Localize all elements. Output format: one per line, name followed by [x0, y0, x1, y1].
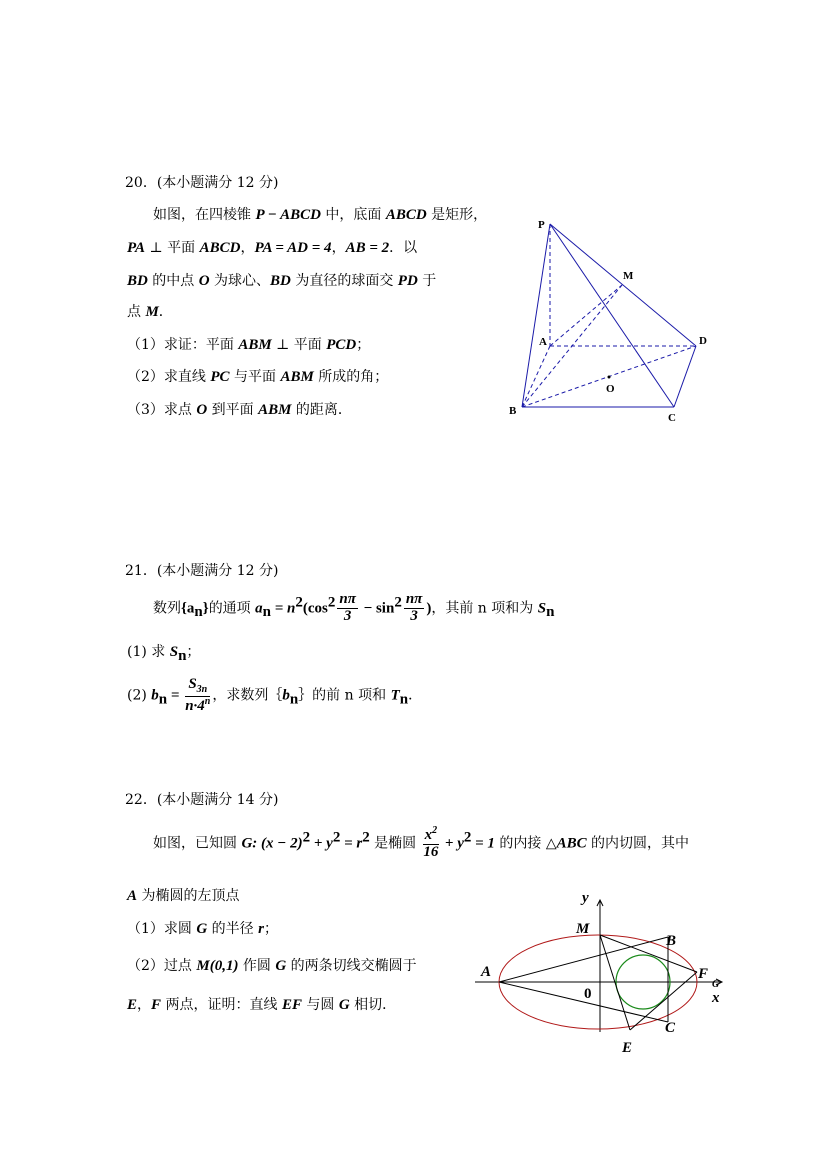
text: ， [137, 997, 152, 1013]
math: PA [127, 240, 146, 256]
text: 的两条切线交椭圆于 [286, 958, 417, 974]
q20-part1 [127, 338, 370, 353]
subscript: n [194, 604, 203, 621]
label-d: D [699, 335, 707, 347]
subscript: n [399, 691, 409, 708]
pyramid-figure [500, 210, 720, 430]
label-g: G [712, 979, 720, 990]
text: ．以 [389, 240, 418, 256]
ellipse-figure [470, 885, 735, 1060]
math: T [390, 687, 400, 704]
label-origin: 0 [584, 986, 592, 1002]
edge-ab [499, 937, 668, 982]
math: {a [181, 600, 195, 617]
q20-line2 [127, 241, 417, 256]
math: G [241, 835, 253, 852]
math: b [151, 687, 159, 704]
label-p: P [538, 219, 545, 231]
text: 是矩形， [426, 207, 488, 223]
math: O [196, 402, 208, 418]
text: 数列 [153, 600, 181, 617]
text: 的内切圆，其中 [586, 835, 690, 852]
math: PC [210, 369, 230, 385]
math: G [196, 921, 208, 937]
text: 所成的角； [313, 369, 389, 385]
edge-pb [522, 224, 550, 407]
fraction [337, 592, 358, 625]
text: 相切． [349, 997, 397, 1013]
q20-line1 [153, 208, 487, 223]
text: （3）求点 [127, 402, 197, 418]
label-m: M [576, 921, 590, 937]
fraction [404, 592, 425, 625]
math: = n [270, 600, 296, 617]
math: ABC [556, 835, 587, 852]
edge-cd [674, 346, 696, 407]
text: 作圆 [238, 958, 276, 974]
text: 于 [417, 273, 437, 289]
text: （1）求证：平面 [127, 337, 239, 353]
subscript: n [262, 604, 271, 621]
superscript: 2 [327, 594, 336, 611]
q20-line4 [127, 305, 173, 320]
math: S [537, 600, 547, 617]
text: （2）过点 [127, 958, 197, 974]
q20-part3 [127, 403, 352, 418]
q20-line3 [127, 274, 436, 289]
label-o: O [606, 383, 615, 395]
superscript: 2 [332, 829, 341, 846]
q21-part1 [127, 645, 200, 664]
q22-line2 [127, 889, 239, 904]
math: F [151, 997, 162, 1013]
q21-line1 [153, 592, 554, 625]
superscript: 2 [394, 594, 402, 611]
math: P − ABCD [255, 207, 321, 223]
math: ABCD [385, 207, 427, 223]
superscript: 2 [295, 594, 303, 611]
math: + y [310, 835, 333, 852]
denominator: 3 [410, 607, 418, 624]
text: 的中点 [147, 273, 199, 289]
denominator: 3 [343, 607, 352, 624]
math: } [202, 600, 209, 617]
q20-header: 20．(本小题满分 12 分) [125, 175, 279, 191]
math: AB = 2 [345, 240, 390, 256]
superscript: 2 [302, 829, 311, 846]
q22-header: 22．(本小题满分 14 分) [125, 792, 279, 808]
math: PA = AD = 4 [254, 240, 332, 256]
math: + y [441, 835, 464, 852]
numerator [423, 826, 440, 845]
math: ABCD [199, 240, 241, 256]
text: 为球心、 [209, 273, 271, 289]
subscript: n [289, 691, 299, 708]
text: 点 [127, 304, 146, 320]
edge-pc [550, 224, 674, 407]
fraction [423, 826, 440, 861]
math: − sin [359, 600, 395, 617]
text: 的距离． [291, 402, 352, 418]
label-a: A [481, 964, 492, 980]
label-c: C [668, 412, 676, 424]
text: ，其前 n 项和为 [431, 600, 538, 617]
math: G [275, 958, 287, 974]
text: 两点，证明：直线 [161, 997, 282, 1013]
label-f: F [698, 966, 709, 982]
label-c: C [665, 1020, 676, 1036]
q20-part2 [127, 370, 388, 385]
math: A [127, 888, 138, 904]
text: ，求数列｛ [212, 687, 283, 704]
subscript: n [158, 691, 168, 708]
math: G [338, 997, 350, 1013]
math: ABM [238, 337, 272, 353]
text: 的内接 △ [494, 835, 557, 852]
label-x: x [712, 990, 720, 1006]
math: E [127, 997, 138, 1013]
math: b [282, 687, 290, 704]
label-m: M [623, 270, 634, 282]
math: = 1 [471, 835, 495, 852]
text: (1) 求 [127, 644, 170, 660]
text: 为直径的球面交 [290, 273, 398, 289]
label-e: E [622, 1040, 633, 1056]
math: M(0,1) [196, 958, 239, 974]
text: ． [408, 687, 423, 704]
math: : (x − 2) [252, 835, 303, 852]
text: （2）求直线 [127, 369, 211, 385]
math: r [258, 921, 264, 937]
math: PD [397, 273, 418, 289]
math: (cos [302, 600, 328, 617]
subscript: n [178, 647, 187, 664]
text: (2) [127, 687, 152, 704]
edge-mf [600, 935, 697, 972]
math: = r [340, 835, 363, 852]
superscript: 2 [463, 829, 472, 846]
math: = [167, 687, 184, 704]
q22-part3 [127, 998, 396, 1013]
text: 的通项 [208, 600, 256, 617]
math: M [145, 304, 159, 320]
text: 的半径 [207, 921, 259, 937]
math: x [424, 827, 433, 843]
label-a: A [539, 336, 547, 348]
math: EF [281, 997, 302, 1013]
text: 为椭圆的左顶点 [137, 888, 240, 904]
text: 如图，在四棱锥 [153, 207, 256, 223]
text: ； [263, 921, 278, 937]
math: n·4 [185, 697, 205, 714]
q22-part2 [127, 959, 417, 974]
numerator [185, 677, 210, 697]
math: O [198, 273, 210, 289]
fraction [185, 677, 210, 714]
text: 到平面 [207, 402, 259, 418]
label-y: y [582, 890, 589, 906]
point-o [608, 376, 611, 379]
superscript: 2 [362, 829, 370, 846]
math: S [169, 644, 179, 660]
edge-am [550, 285, 622, 346]
superscript: 2 [432, 825, 438, 836]
subscript: n [546, 604, 555, 621]
text: （1）求圆 [127, 921, 197, 937]
math: BD [270, 273, 291, 289]
q21-header: 21．(本小题满分 12 分) [125, 563, 279, 579]
text: ⊥ 平面 [271, 337, 327, 353]
text: ； [186, 644, 201, 660]
math: BD [127, 273, 148, 289]
text: ； [356, 337, 371, 353]
subscript: 3n [196, 684, 208, 695]
text: ， [240, 240, 255, 256]
label-b: B [666, 933, 677, 949]
denominator [185, 697, 210, 715]
math: S [188, 676, 197, 692]
text: ， [331, 240, 346, 256]
math: a [255, 600, 263, 617]
numerator: nπ [405, 591, 423, 607]
denominator: 16 [423, 843, 439, 860]
text: ⊥ 平面 [145, 240, 200, 256]
text: ｝的前 n 项和 [298, 687, 391, 704]
numerator: nπ [339, 591, 356, 607]
text: 如图，已知圆 [153, 835, 242, 852]
label-b: B [509, 405, 517, 417]
math: PCD [326, 337, 357, 353]
q22-part1 [127, 922, 278, 937]
text: 与圆 [301, 997, 339, 1013]
math: ABM [258, 402, 292, 418]
text: 是椭圆 [369, 835, 421, 852]
q21-part2 [127, 677, 422, 714]
text: 与平面 [229, 369, 281, 385]
text: 中，底面 [320, 207, 386, 223]
text: ． [158, 304, 173, 320]
q22-line1 [153, 826, 689, 861]
superscript: n [204, 695, 211, 707]
math: ) [426, 600, 432, 617]
math: ABM [280, 369, 314, 385]
